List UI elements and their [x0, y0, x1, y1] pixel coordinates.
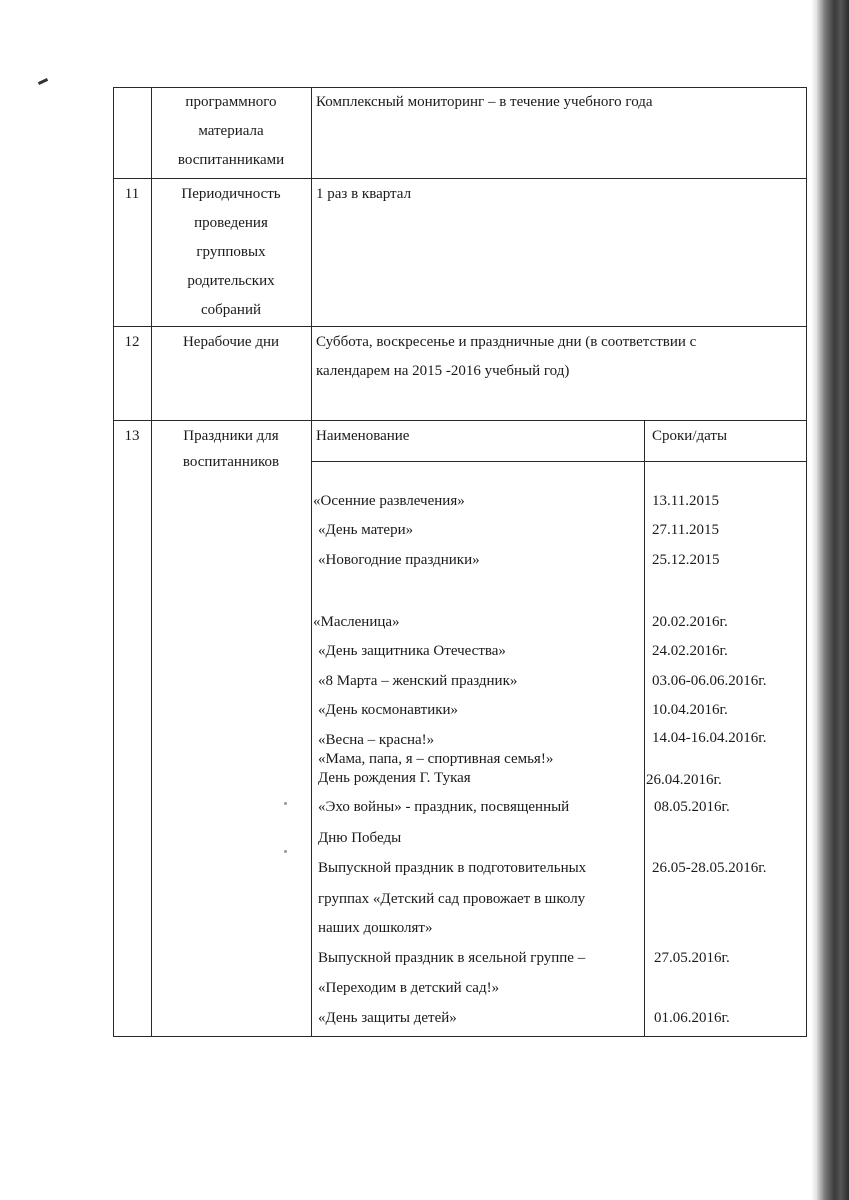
scan-speck	[284, 850, 287, 853]
row-label-line: Периодичность	[181, 186, 281, 202]
table-border-left	[113, 87, 114, 1037]
holiday-name: «Осенние развлечения»	[313, 493, 465, 509]
row-divider	[113, 178, 806, 179]
holiday-date: 26.05-28.05.2016г.	[652, 860, 767, 876]
row-content-line: календарем на 2015 -2016 учебный год)	[316, 363, 570, 379]
row-divider	[113, 326, 806, 327]
holiday-name: наших дошколят»	[318, 920, 433, 936]
row-number: 12	[124, 334, 140, 350]
holiday-name: День рождения Г. Тукая	[318, 770, 471, 786]
holiday-date: 08.05.2016г.	[654, 799, 730, 815]
table-border-right	[806, 87, 807, 1037]
holiday-name: «Масленица»	[313, 614, 400, 630]
holiday-name: «Мама, папа, я – спортивная семья!»	[318, 751, 554, 767]
holiday-date: 13.11.2015	[652, 493, 719, 509]
row-label-line: Праздники для	[183, 428, 279, 444]
holiday-date: 10.04.2016г.	[652, 702, 728, 718]
row-content: Комплексный мониторинг – в течение учебного года	[316, 94, 653, 110]
holiday-name: Выпускной праздник в подготовительных	[318, 860, 587, 876]
holiday-date: 26.04.2016г.	[646, 772, 722, 788]
column-divider-dates	[644, 420, 645, 1037]
scan-shadow-edge	[817, 0, 849, 1200]
holiday-name: группах «Детский сад провожает в школу	[318, 891, 586, 907]
row-label-line: групповых	[196, 244, 266, 260]
row-label-line: программного	[185, 94, 277, 110]
holiday-name-header: Наименование	[316, 428, 410, 444]
table-border-top	[113, 87, 806, 88]
column-divider	[311, 87, 312, 1037]
row-content: 1 раз в квартал	[316, 186, 412, 202]
row-content-line: Суббота, воскресенье и праздничные дни (в соответствии с	[316, 334, 697, 350]
row-label-line: воспитанниками	[177, 152, 285, 168]
holiday-date: 03.06-06.06.2016г.	[652, 673, 767, 689]
table-border-bottom	[113, 1036, 806, 1037]
row-label-line: родительских	[187, 273, 275, 289]
holiday-date: 01.06.2016г.	[654, 1010, 730, 1026]
holiday-name: «День матери»	[318, 522, 414, 538]
holiday-name: «День защитника Отечества»	[318, 643, 506, 659]
scan-shadow-gradient	[811, 0, 817, 1200]
scan-speck	[284, 802, 287, 805]
holiday-name: «8 Марта – женский праздник»	[318, 673, 518, 689]
holiday-name: «Переходим в детский сад!»	[318, 980, 500, 996]
scan-mark	[38, 78, 48, 85]
holiday-date: 20.02.2016г.	[652, 614, 728, 630]
holiday-date: 25.12.2015	[652, 552, 720, 568]
holiday-date: 24.02.2016г.	[652, 643, 728, 659]
holiday-date: 14.04-16.04.2016г.	[652, 730, 767, 746]
holiday-dates-header: Сроки/даты	[652, 428, 728, 444]
row-number: 13	[124, 428, 140, 444]
holiday-name: «Весна – красна!»	[318, 732, 435, 748]
holiday-name: Дню Победы	[318, 830, 402, 846]
holiday-date: 27.11.2015	[652, 522, 719, 538]
holiday-name: «Новогодние праздники»	[318, 552, 480, 568]
holiday-name: «День защиты детей»	[318, 1010, 457, 1026]
row-number: 11	[124, 186, 140, 202]
holiday-name: Выпускной праздник в ясельной группе –	[318, 950, 586, 966]
row-divider	[113, 420, 806, 421]
row-label-line: материала	[198, 123, 264, 139]
row-label-line: Нерабочие дни	[182, 334, 280, 350]
holiday-name: «День космонавтики»	[318, 702, 459, 718]
holiday-date: 27.05.2016г.	[654, 950, 730, 966]
row-label-line: собраний	[200, 302, 262, 318]
holiday-name: «Эхо войны» - праздник, посвященный	[318, 799, 570, 815]
header-divider	[311, 461, 806, 462]
row-label-line: проведения	[194, 215, 268, 231]
row-label-line: воспитанников	[182, 454, 280, 470]
